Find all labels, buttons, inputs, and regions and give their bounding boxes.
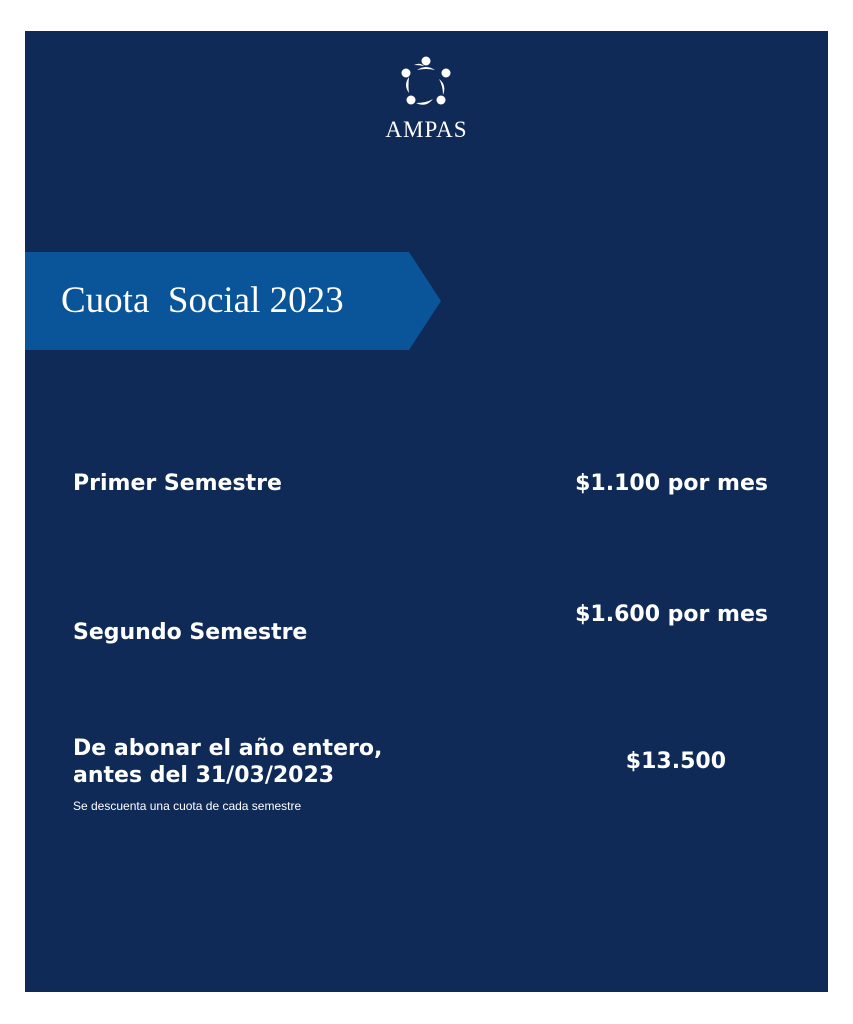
fee-card — [25, 31, 828, 992]
people-circle-icon — [395, 55, 457, 113]
row-price-first-semester: $1.100 por mes — [575, 471, 768, 496]
discount-note: Se descuenta una cuota de cada semestre — [73, 799, 302, 813]
row-price-full-year: $13.500 — [625, 749, 726, 774]
row-price-second-semester: $1.600 por mes — [575, 602, 768, 627]
banner-title: Cuota Social 2023 — [61, 280, 344, 321]
title-banner — [25, 252, 441, 350]
brand-logo — [25, 55, 828, 150]
row-label-full-year-line2: antes del 31/03/2023 — [73, 763, 335, 788]
row-label-first-semester: Primer Semestre — [73, 471, 282, 496]
row-label-full-year-line1: De abonar el año entero, — [73, 736, 383, 761]
row-label-second-semester: Segundo Semestre — [73, 620, 308, 645]
brand-name: AMPAS — [385, 117, 468, 142]
